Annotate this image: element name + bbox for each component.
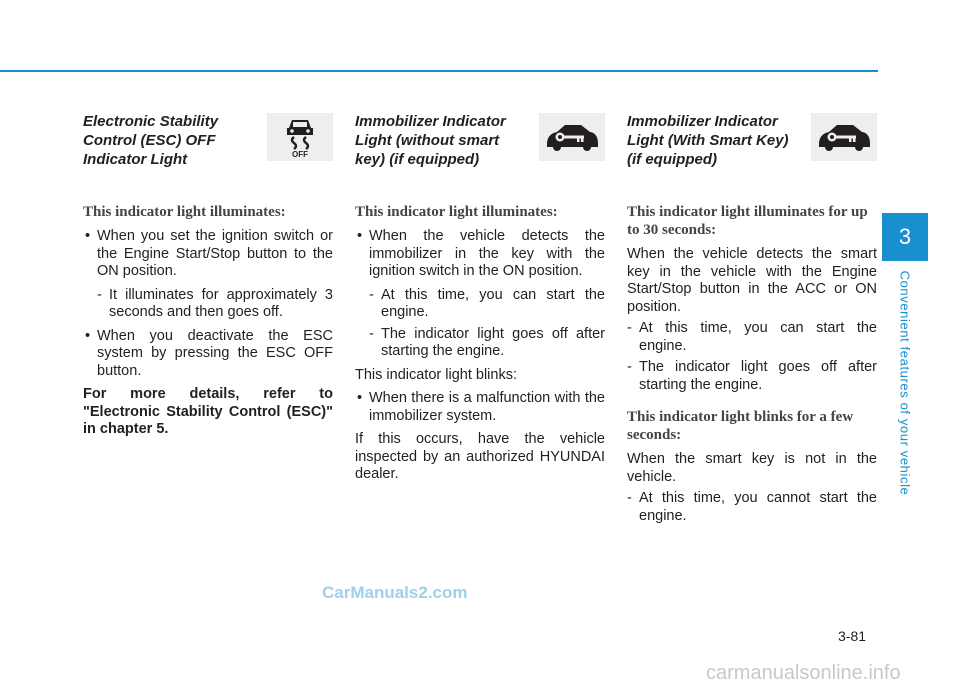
- dash-item-text: The indicator light goes off after starting the engine.: [381, 325, 605, 359]
- bullet-item: • When the vehicle detects the immobilizer in the key with the ignition switch in the ON position.: [355, 228, 605, 281]
- watermark: CarManuals2.com: [322, 583, 468, 602]
- section-title: Immobilizer Indicator Light (With Smart Key) (if equipped): [627, 113, 789, 168]
- subheading: This indicator light illuminates:: [83, 204, 286, 220]
- column-immobilizer-smart-key: [627, 112, 877, 525]
- dash-item: - The indicator light goes off after starting the engine.: [627, 359, 877, 393]
- bullet-item: • When you deactivate the ESC system by pressing the ESC OFF button.: [83, 328, 333, 381]
- section-title: Immobilizer Indicator Light (without smart key) (if equipped): [355, 113, 506, 168]
- bullet-item: • When you set the ignition switch or the Engine Start/Stop button to the ON position.: [83, 228, 333, 281]
- dash-item-text: It illuminates for approximately 3 seconds and then goes off.: [109, 286, 333, 320]
- reference-note: For more details, refer to "Electronic Stability Control (ESC)" in chapter 5.: [83, 386, 333, 437]
- immobilizer-car-key-icon: [539, 113, 605, 161]
- chapter-tab: 3: [882, 213, 928, 261]
- esc-off-icon: [267, 113, 333, 161]
- section-title: Electronic Stability Control (ESC) OFF Indicator Light: [83, 113, 219, 168]
- paragraph: If this occurs, have the vehicle inspected by an authorized HYUNDAI dealer.: [355, 431, 605, 482]
- subheading: This indicator light illuminates:: [355, 204, 558, 220]
- dash-item-text: At this time, you cannot start the engine.: [639, 490, 877, 524]
- dash-item: - It illuminates for approximately 3 seconds and then goes off.: [97, 286, 333, 320]
- subheading: This indicator light blinks for a few seconds:: [627, 409, 854, 443]
- paragraph: This indicator light blinks:: [355, 366, 517, 383]
- chapter-title: [885, 268, 925, 498]
- bullet-item: • When there is a malfunction with the immobilizer system.: [355, 390, 605, 425]
- watermark: carmanualsonline.info: [706, 662, 901, 684]
- dash-item: - At this time, you cannot start the engine.: [627, 490, 877, 524]
- immobilizer-car-key-icon: [811, 113, 877, 161]
- header-rule: [0, 70, 878, 72]
- dash-item-text: At this time, you can start the engine.: [381, 286, 605, 320]
- page-number: 3-81: [838, 628, 867, 644]
- esc-off-icon-text: OFF: [292, 150, 308, 158]
- chapter-title-text: Convenient features of your vehicle: [897, 270, 913, 496]
- column-esc-off: [83, 112, 333, 439]
- dash-item: - At this time, you can start the engine.: [627, 320, 877, 354]
- subheading: This indicator light illuminates for up to 30 seconds:: [627, 204, 868, 238]
- column-immobilizer-no-smart-key: [355, 112, 605, 484]
- dash-item: - The indicator light goes off after starting the engine.: [369, 325, 605, 359]
- dash-item-text: The indicator light goes off after starting the engine.: [639, 359, 877, 393]
- paragraph: When the vehicle detects the smart key in the vehicle with the Engine Start/Stop button in the ACC or ON position.: [627, 246, 877, 315]
- dash-item-text: At this time, you can start the engine.: [639, 320, 877, 354]
- dash-item: - At this time, you can start the engine.: [369, 286, 605, 320]
- paragraph: When the smart key is not in the vehicle.: [627, 451, 877, 485]
